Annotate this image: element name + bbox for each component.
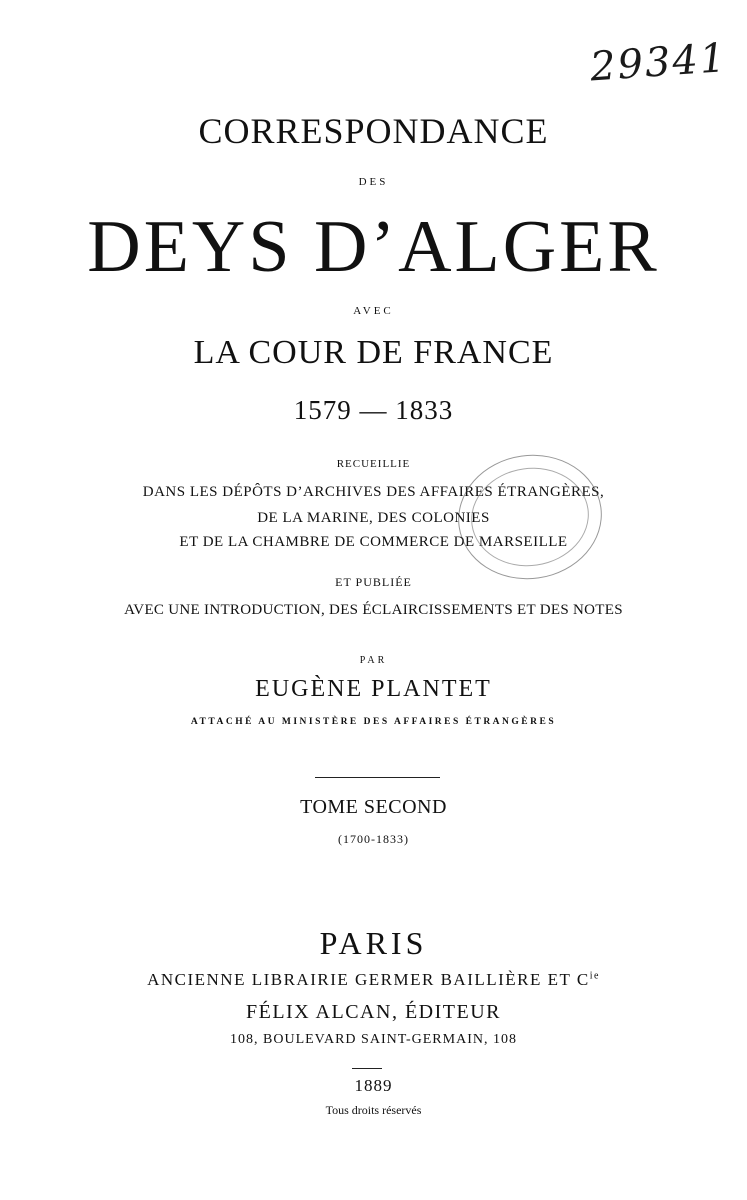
author-position: ATTACHÉ AU MINISTÈRE DES AFFAIRES ÉTRANGÈRES xyxy=(190,717,557,727)
title-dates: 1579 — 1833 xyxy=(293,395,454,425)
imprint-publisher-text: ANCIENNE LIBRAIRIE GERMER BAILLIÈRE ET C xyxy=(147,970,590,989)
par-label: PAR xyxy=(359,655,388,666)
imprint-address: 108, BOULEVARD SAINT-GERMAIN, 108 xyxy=(230,1032,517,1047)
title-line-3: LA COUR DE FRANCE xyxy=(193,334,554,371)
deposits-line-2: DE LA MARINE, DES COLONIES xyxy=(257,510,490,526)
year-rule xyxy=(352,1068,382,1069)
library-stamp-inner-ring xyxy=(465,460,595,573)
imprint-editor: FÉLIX ALCAN, ÉDITEUR xyxy=(246,1001,501,1023)
title-line-2: DEYS D’ALGER xyxy=(87,206,660,288)
imprint-publisher xyxy=(0,970,747,990)
volume-range: (1700-1833) xyxy=(338,832,409,846)
volume-label: TOME SECOND xyxy=(300,796,447,818)
publiee-label: ET PUBLIÉE xyxy=(335,575,412,589)
recueillie-label: RECUEILLIE xyxy=(336,458,411,470)
title-line-1: CORRESPONDANCE xyxy=(198,111,549,151)
imprint-year: 1889 xyxy=(354,1076,393,1095)
deposits-line-3: ET DE LA CHAMBRE DE COMMERCE DE MARSEILLE xyxy=(179,534,568,550)
title-connector-avec: AVEC xyxy=(353,305,394,317)
imprint-publisher-superscript: ie xyxy=(589,970,600,982)
introduction-line: AVEC UNE INTRODUCTION, DES ÉCLAIRCISSEMENTS ET DES NOTES xyxy=(124,602,623,618)
author-name: EUGÈNE PLANTET xyxy=(255,676,492,702)
divider-rule xyxy=(315,777,440,778)
title-connector-des: DES xyxy=(358,176,389,188)
rights-notice: Tous droits réservés xyxy=(325,1103,422,1117)
imprint-city: PARIS xyxy=(319,925,428,961)
handwritten-shelfmark: 29341 xyxy=(588,35,729,91)
deposits-line-1: DANS LES DÉPÔTS D’ARCHIVES DES AFFAIRES ÉTRANGÈRES, xyxy=(142,484,605,500)
